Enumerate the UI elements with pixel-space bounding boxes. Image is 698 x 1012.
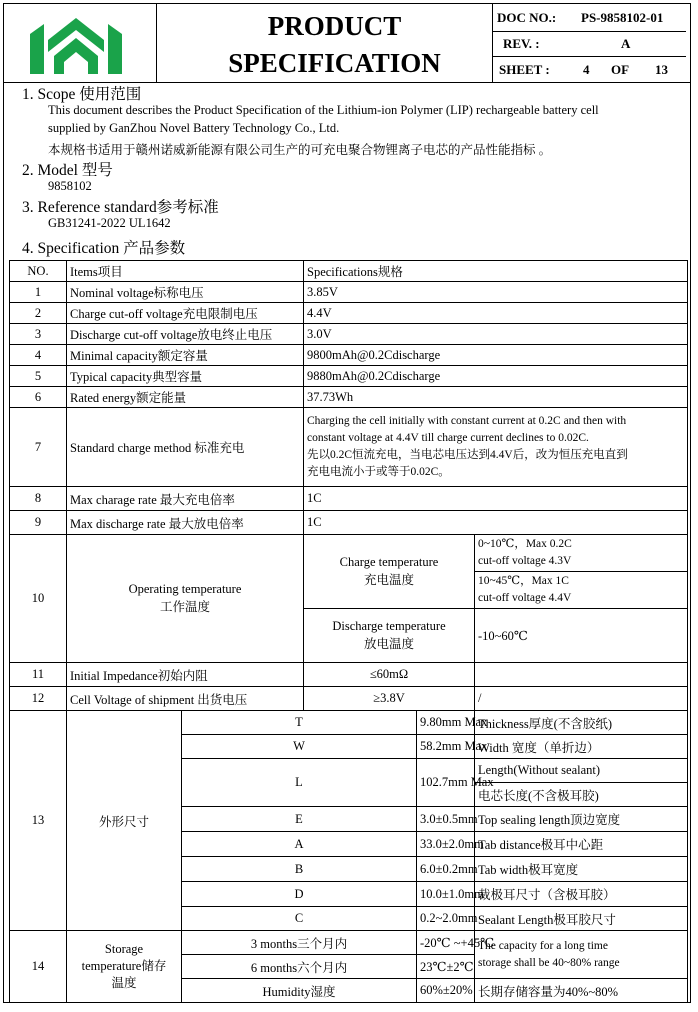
storage-note [475, 931, 688, 979]
dimension-label: 外形尺寸 [67, 711, 182, 931]
row-spec [304, 408, 688, 487]
scope-en-line1: This document describes the Product Specification of the Lithium-ion Polymer (LIP) rechargeable battery cell [48, 103, 599, 117]
storage-humidity-value: 60%±20% [417, 979, 475, 1003]
charge-temp-range-2 [475, 572, 688, 609]
charge-method-cn-2: 充电电流小于或等于0.02C。 [307, 466, 450, 478]
scope-cn-line: 本规格书适用于赣州诺威新能源有限公司生产的可充电聚合物锂离子电芯的产品性能指标 。 [48, 143, 552, 157]
table-row [10, 366, 688, 387]
section-model-title: 2. Model 型号 [22, 162, 113, 179]
dim-symbol: D [182, 882, 417, 907]
dim-desc: Sealant Length极耳胶尺寸 [475, 907, 688, 931]
doc-sep-2 [493, 56, 686, 57]
charge-temp-range-2a: 10~45℃，Max 1C [478, 575, 569, 587]
row-item: Charge cut-off voltage充电限制电压 [67, 303, 304, 324]
discharge-temp-label [304, 609, 475, 663]
row-spec: 1C [304, 511, 688, 535]
header-items: Items项目 [67, 261, 304, 282]
row-no: 8 [10, 487, 67, 511]
dim-desc: Width 宽度（单折边） [475, 735, 688, 759]
row-spec: ≤60mΩ [304, 663, 475, 687]
dim-value: 58.2mm Max [417, 735, 475, 759]
table-row [10, 303, 688, 324]
dim-symbol: W [182, 735, 417, 759]
table-header-row [10, 261, 688, 282]
storage-note-2: storage shall be 40~80% range [478, 956, 620, 969]
row-spec: 9880mAh@0.2Cdischarge [304, 366, 688, 387]
storage-label-3: 温度 [111, 976, 137, 990]
charge-temp-range-1a: 0~10℃，Max 0.2C [478, 538, 572, 550]
row-item: Max discharge rate 最大放电倍率 [67, 511, 304, 535]
dim-value: 3.0±0.5mm [417, 807, 475, 832]
dim-desc: Tab distance极耳中心距 [475, 832, 688, 857]
table-row-charge-method [10, 408, 688, 487]
dim-symbol: L [182, 759, 417, 807]
row-no: 6 [10, 387, 67, 408]
charge-temp-label [304, 535, 475, 609]
rev-label: REV. : [503, 36, 540, 51]
spec-table [9, 260, 688, 1003]
reference-value: GB31241-2022 UL1642 [48, 216, 171, 230]
dim-symbol: C [182, 907, 417, 931]
table-row-storage [10, 931, 688, 955]
storage-value-1: -20℃ ~+45℃ [417, 931, 475, 955]
storage-label [67, 931, 182, 1003]
dim-value: 102.7mm Max [417, 759, 475, 807]
of-label: OF [611, 62, 630, 77]
row-no: 9 [10, 511, 67, 535]
dim-desc: Thickness厚度(不含胶纸) [475, 711, 688, 735]
dim-value: 0.2~2.0mm [417, 907, 475, 931]
storage-value-2: 23℃±2℃ [417, 955, 475, 979]
row-no: 12 [10, 687, 67, 711]
charge-temp-range-1 [475, 535, 688, 572]
storage-note-1: The capacity for a long time [478, 939, 608, 952]
charge-method-en-1: Charging the cell initially with constant current at 0.2C and then with [307, 415, 627, 427]
row-spec: 3.85V [304, 282, 688, 303]
doc-no-value: PS-9858102-01 [581, 10, 664, 25]
section-reference-title: 3. Reference standard参考标准 [22, 199, 219, 216]
charge-method-en-2: constant voltage at 4.4V till charge current declines to 0.02C. [307, 432, 589, 444]
rev-value: A [621, 36, 631, 51]
dim-symbol: A [182, 832, 417, 857]
row-item: Rated energy额定能量 [67, 387, 304, 408]
charge-temp-en: Charge temperature [339, 555, 439, 569]
row-no: 14 [10, 931, 67, 1003]
doc-no-row [493, 6, 686, 30]
discharge-temp-en: Discharge temperature [332, 619, 446, 633]
table-row-dimension [10, 711, 688, 735]
row-no: 2 [10, 303, 67, 324]
sheet-row [493, 58, 686, 82]
of-value: 13 [655, 62, 668, 77]
row-spec: 1C [304, 487, 688, 511]
section-scope-title: 1. Scope 使用范围 [22, 86, 142, 103]
section-spec-title: 4. Specification 产品参数 [22, 240, 186, 257]
row-no: 7 [10, 408, 67, 487]
table-row [10, 487, 688, 511]
row-no: 5 [10, 366, 67, 387]
row-extra: / [475, 687, 688, 711]
model-value: 9858102 [48, 179, 92, 193]
operating-temp-cn: 工作温度 [159, 600, 210, 614]
table-row [10, 387, 688, 408]
charge-temp-range-2b: cut-off voltage 4.4V [478, 592, 572, 604]
dim-symbol: E [182, 807, 417, 832]
row-no: 11 [10, 663, 67, 687]
dim-symbol: B [182, 857, 417, 882]
dim-value: 10.0±1.0mm [417, 882, 475, 907]
table-row [10, 324, 688, 345]
dim-symbol: T [182, 711, 417, 735]
dim-desc: Length(Without sealant) [475, 759, 688, 783]
doc-info-box [493, 6, 686, 79]
dim-desc: 裁极耳尺寸（含极耳胶） [475, 882, 688, 907]
doc-title-line2: SPECIFICATION [228, 48, 441, 78]
row-item: Discharge cut-off voltage放电终止电压 [67, 324, 304, 345]
row-item: Max charage rate 最大充电倍率 [67, 487, 304, 511]
row-item: Nominal voltage标称电压 [67, 282, 304, 303]
dim-desc: Top sealing length顶边宽度 [475, 807, 688, 832]
sheet-label: SHEET : [499, 62, 550, 77]
operating-temp-label [67, 535, 304, 663]
dim-value: 9.80mm Max [417, 711, 475, 735]
scope-en-line2: supplied by GanZhou Novel Battery Technology Co., Ltd. [48, 121, 340, 135]
company-logo-icon [30, 12, 122, 74]
row-empty [475, 663, 688, 687]
table-row [10, 511, 688, 535]
row-spec: 37.73Wh [304, 387, 688, 408]
doc-no-label: DOC NO.: [497, 10, 557, 25]
table-row [10, 687, 688, 711]
storage-note-cn: 长期存储容量为40%~80% [475, 979, 688, 1003]
charge-method-cn-1: 先以0.2C恒流充电，当电芯电压达到4.4V后，改为恒压充电直到 [307, 449, 628, 461]
row-spec: 4.4V [304, 303, 688, 324]
charge-temp-range-1b: cut-off voltage 4.3V [478, 555, 572, 567]
row-no: 10 [10, 535, 67, 663]
row-no: 1 [10, 282, 67, 303]
row-item: Minimal capacity额定容量 [67, 345, 304, 366]
table-row [10, 345, 688, 366]
row-no: 3 [10, 324, 67, 345]
row-spec: 9800mAh@0.2Cdischarge [304, 345, 688, 366]
dim-value: 33.0±2.0mm [417, 832, 475, 857]
row-no: 13 [10, 711, 67, 931]
doc-title-line1: PRODUCT [267, 11, 402, 41]
row-no: 4 [10, 345, 67, 366]
table-row [10, 663, 688, 687]
dim-desc-2: 电芯长度(不含极耳胶) [475, 783, 688, 807]
discharge-temp-cn: 放电温度 [363, 637, 414, 651]
storage-humidity-label: Humidity湿度 [182, 979, 417, 1003]
operating-temp-en: Operating temperature [128, 582, 242, 596]
sheet-value: 4 [583, 62, 590, 77]
dim-value: 6.0±0.2mm [417, 857, 475, 882]
dim-desc: Tab width极耳宽度 [475, 857, 688, 882]
storage-period-2: 6 months六个月内 [182, 955, 417, 979]
charge-temp-cn: 充电温度 [363, 573, 414, 587]
row-item: Standard charge method 标准充电 [67, 408, 304, 487]
row-spec: 3.0V [304, 324, 688, 345]
storage-label-2: temperature储存 [81, 959, 167, 973]
header-spec: Specifications规格 [304, 261, 688, 282]
table-row-operating-temp [10, 535, 688, 572]
table-row [10, 282, 688, 303]
row-item: Initial Impedance初始内阻 [67, 663, 304, 687]
rev-row [493, 32, 686, 56]
header-sep-left [156, 3, 157, 83]
storage-label-1: Storage [104, 942, 144, 956]
storage-period-1: 3 months三个月内 [182, 931, 417, 955]
discharge-temp-value: -10~60℃ [475, 609, 688, 663]
row-spec: ≥3.8V [304, 687, 475, 711]
header-no: NO. [10, 261, 67, 282]
row-item: Cell Voltage of shipment 出货电压 [67, 687, 304, 711]
row-item: Typical capacity典型容量 [67, 366, 304, 387]
